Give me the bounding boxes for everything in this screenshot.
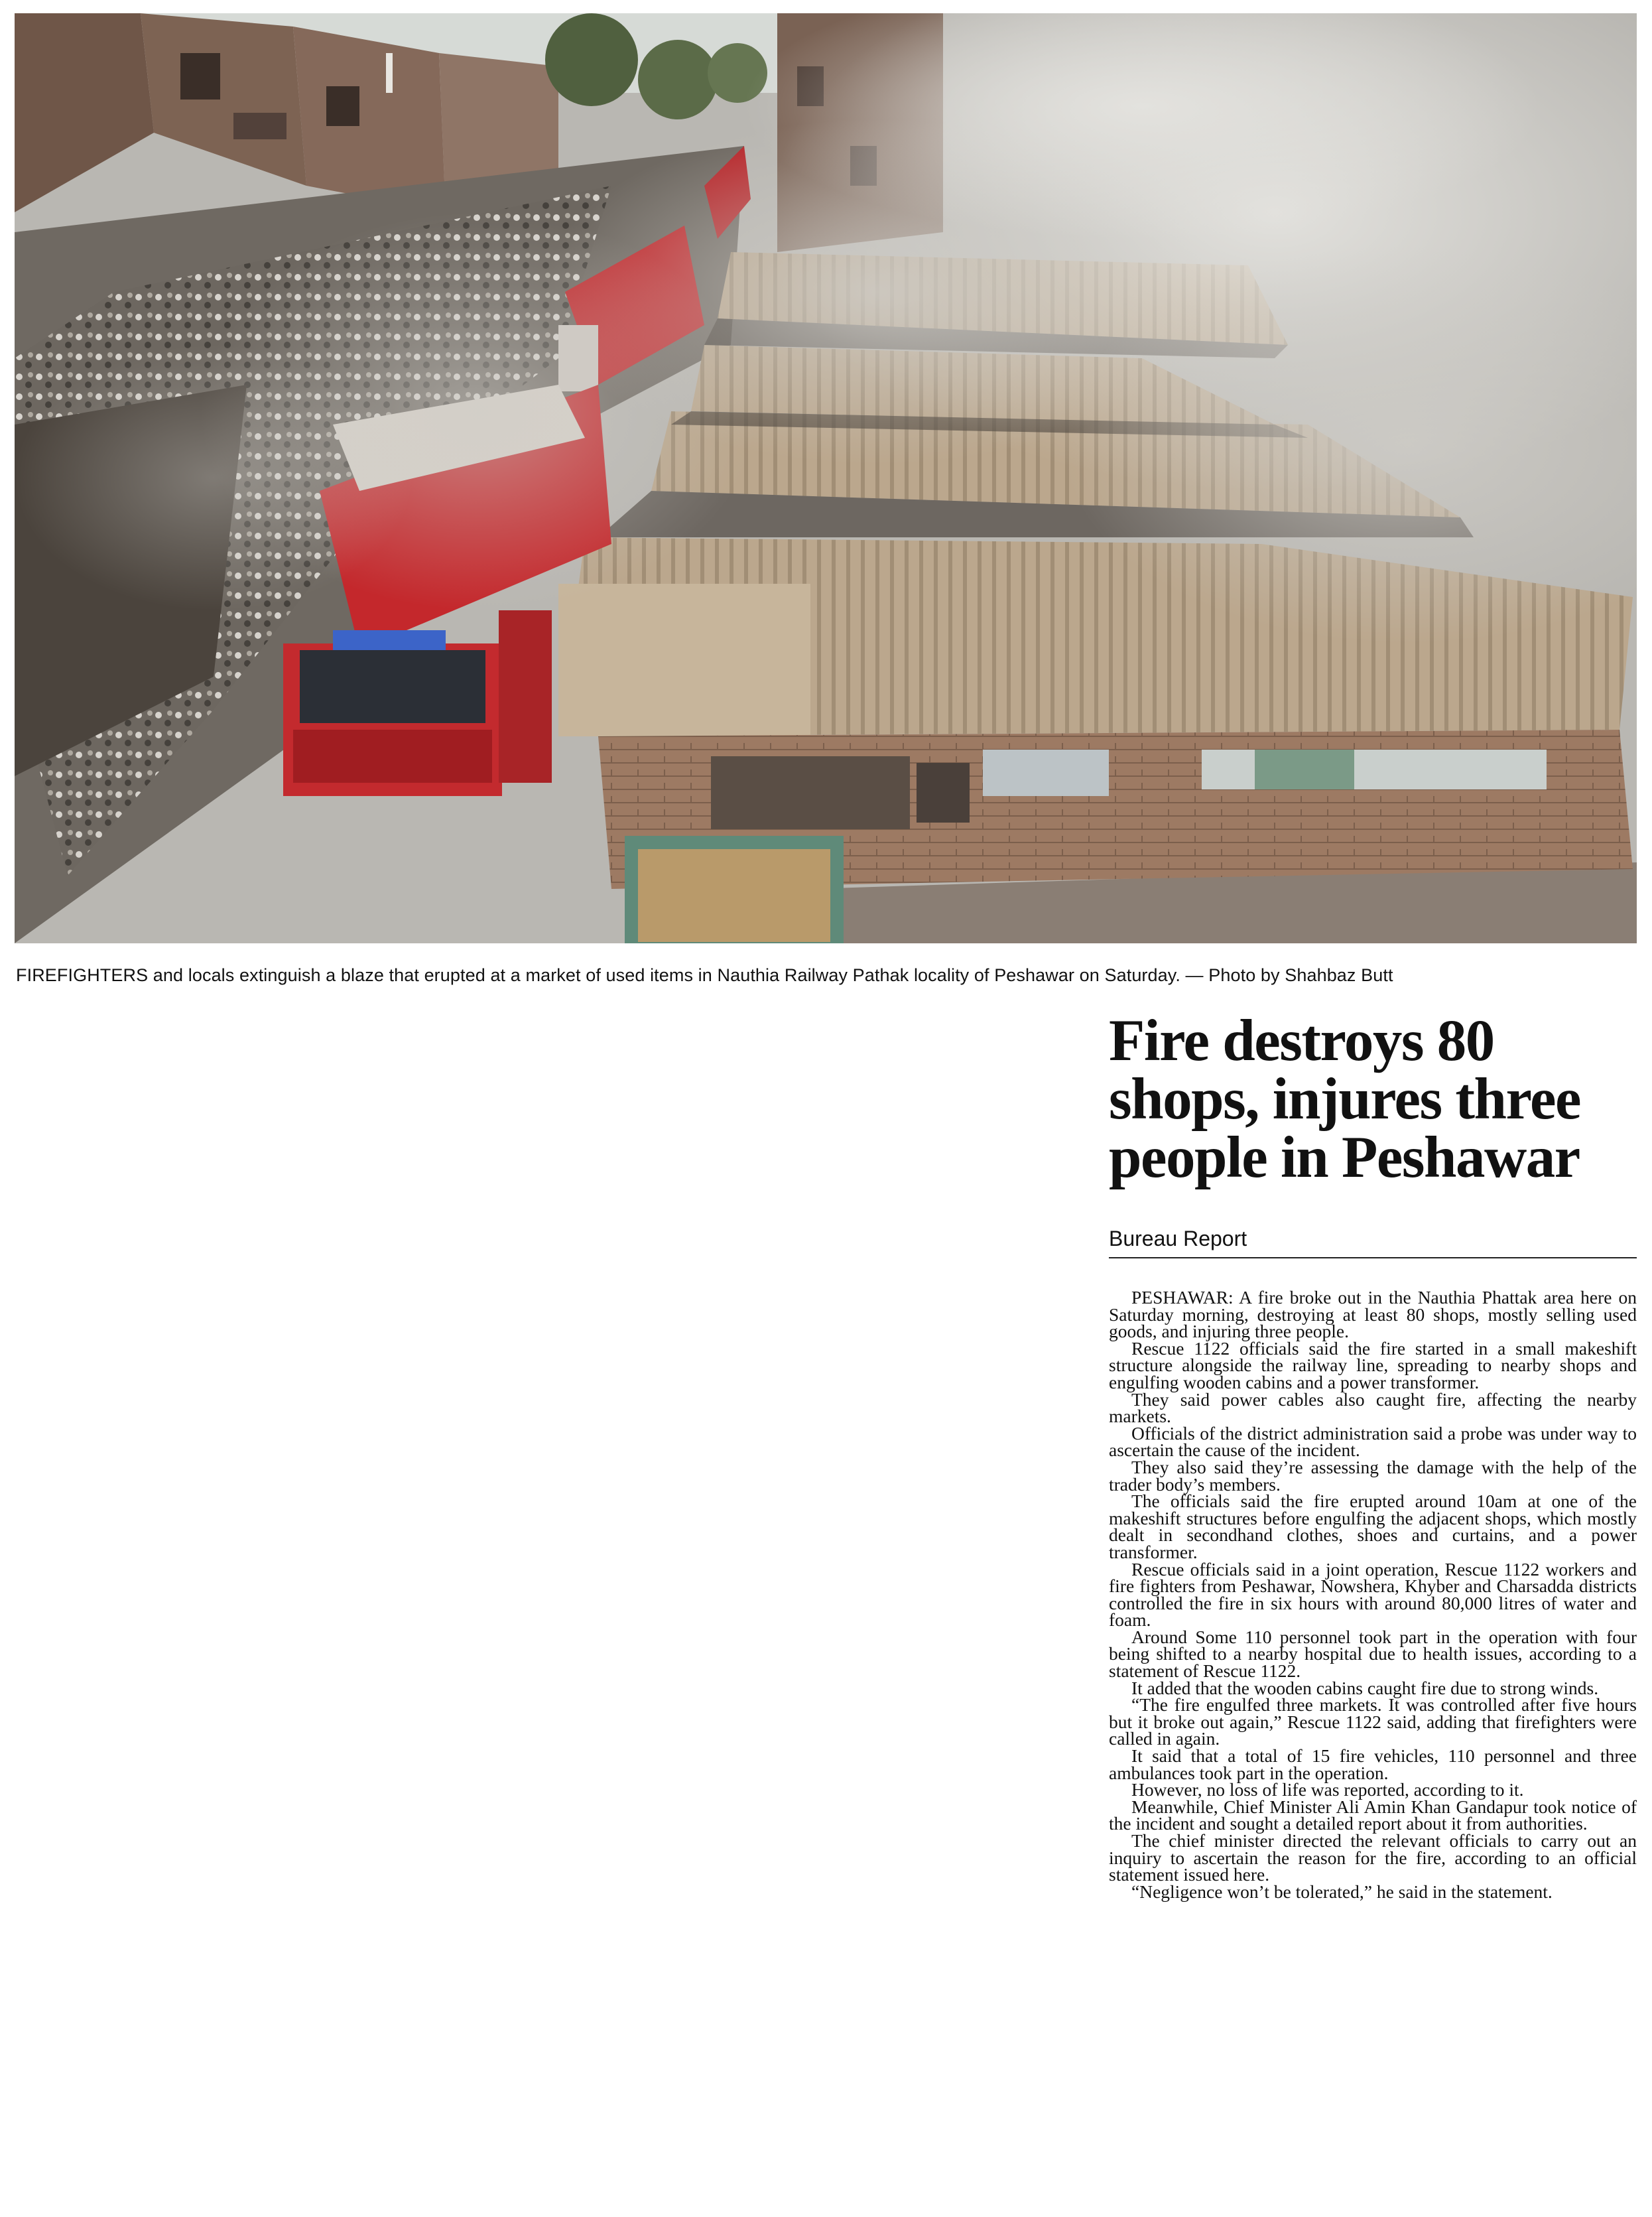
paragraph: They also said they’re assessing the damage with the help of the trader body’s members. <box>1109 1456 1637 1495</box>
paragraph: “The fire engulfed three markets. It was controlled after five hours but it broke out again,” Rescue 1122 said, adding that firefighters were called in again. <box>1109 1694 1637 1749</box>
headline-line: Fire destroys 80 <box>1109 1008 1494 1073</box>
byline: Bureau Report <box>1109 1225 1637 1258</box>
paragraph: The chief minister directed the relevant officials to carry out an inquiry to ascertain the reason for the fire, according to an official statement issued here. <box>1109 1830 1637 1885</box>
headline-line: shops, injures three <box>1109 1067 1580 1132</box>
headline <box>1109 1008 1637 1190</box>
paragraph: The officials said the fire erupted around 10am at one of the makeshift structures before engulfing the adjacent shops, which mostly dealt in secondhand clothes, shoes and curtains, and a power transformer. <box>1109 1491 1637 1562</box>
headline-line: people in Peshawar <box>1109 1125 1580 1190</box>
news-photo <box>15 13 1637 943</box>
paragraph: Officials of the district administration said a probe was under way to ascertain the cause of the incident. <box>1109 1422 1637 1461</box>
article-body <box>1109 1289 1637 1900</box>
paragraph: Rescue 1122 officials said the fire started in a small makeshift structure alongside the railway line, spreading to nearby shops and engulfing wooden cabins and a power transformer. <box>1109 1337 1637 1392</box>
fire-scene-photo-icon <box>15 13 1637 943</box>
photo-caption: FIREFIGHTERS and locals extinguish a blaze that erupted at a market of used items in Nauthia Railway Pathak locality of Peshawar on Saturday. — Photo by Shahbaz Butt <box>16 965 1393 985</box>
paragraph: PESHAWAR: A fire broke out in the Nauthia Phattak area here on Saturday morning, destroying at least 80 shops, mostly selling used goods, and injuring three people. <box>1109 1287 1637 1342</box>
paragraph: Around Some 110 personnel took part in the operation with four being shifted to a nearby hospital due to health issues, according to a statement of Rescue 1122. <box>1109 1626 1637 1682</box>
paragraph: It added that the wooden cabins caught fire due to strong winds. <box>1131 1677 1599 1698</box>
paragraph: Rescue officials said in a joint operation, Rescue 1122 workers and fire fighters from Peshawar, Nowshera, Khyber and Charsadda districts controlled the fire in six hours with around 80,000 litres of water and foam. <box>1109 1558 1637 1631</box>
paragraph: They said power cables also caught fire, affecting the nearby markets. <box>1109 1388 1637 1427</box>
news-article <box>1109 1008 1637 1902</box>
paragraph: Meanwhile, Chief Minister Ali Amin Khan Gandapur took notice of the incident and sought a detailed report about it from authorities. <box>1109 1796 1637 1834</box>
paragraph: It said that a total of 15 fire vehicles, 110 personnel and three ambulances took part in the operation. <box>1109 1745 1637 1783</box>
paragraph: “Negligence won’t be tolerated,” he said in the statement. <box>1131 1881 1553 1902</box>
paragraph: However, no loss of life was reported, according to it. <box>1131 1779 1524 1800</box>
